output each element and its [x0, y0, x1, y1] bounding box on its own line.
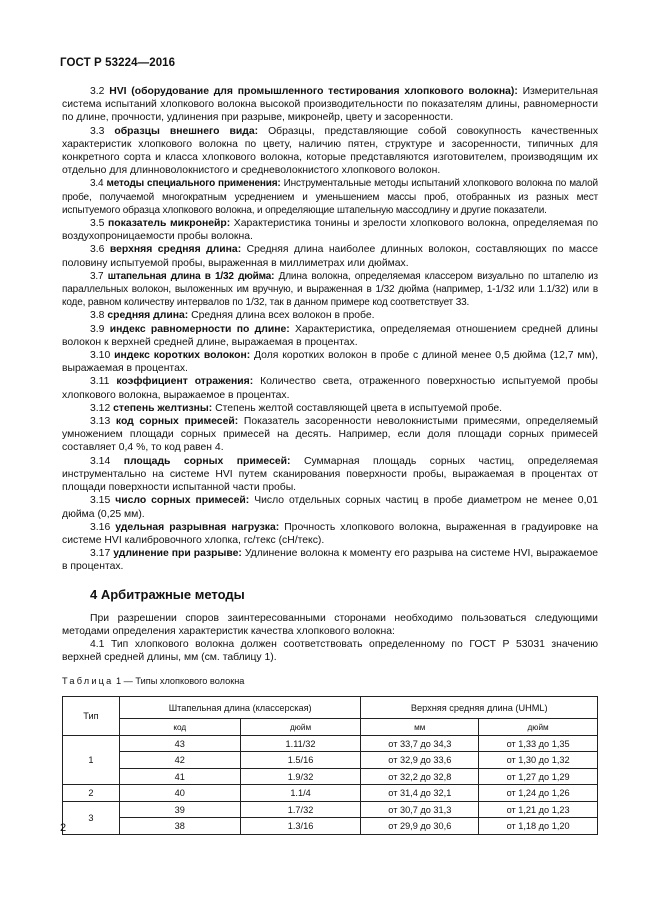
- definition-term: число сорных примесей:: [115, 495, 250, 507]
- table-cell-inch-uhml: от 1,30 до 1,32: [479, 752, 598, 769]
- definition-term: площадь сорных примесей:: [123, 455, 291, 467]
- table-cell-inch: 1.3/16: [240, 818, 361, 835]
- definition-3-11: 3.11 коэффициент отражения: Количество света, отраженного поверхностью испытуемой пробы хлопкового волокна, выражаемое в процентах.: [62, 376, 599, 401]
- definition-3-6: 3.6 верхняя средняя длина: Средняя длина наиболее длинных волокон, составляющих по массе половину испытуемой пробы, выраженная в миллиметрах или дюймах.: [62, 244, 598, 269]
- definition-3-12: 3.12 степень желтизны: Степень желтой составляющей цвета в испытуемой пробе.: [90, 402, 503, 414]
- definition-term: методы специального применения:: [106, 178, 281, 190]
- table-cell-inch: 1.11/32: [240, 735, 361, 752]
- definition-term: верхняя средняя длина:: [109, 244, 242, 256]
- table-cell-code: 39: [119, 801, 240, 818]
- table-cell-mm: от 32,9 до 33,6: [361, 752, 479, 769]
- table-row: [63, 752, 598, 769]
- table-row: [63, 785, 598, 802]
- definition-3-8: 3.8 средняя длина: Средняя длина всех волокон в пробе.: [90, 310, 375, 322]
- table-cell-type: 2: [63, 785, 120, 802]
- table-cell-type: 3: [63, 801, 120, 834]
- table-cell-inch-uhml: от 1,24 до 1,26: [479, 785, 598, 802]
- table-row: [63, 735, 598, 752]
- table-cell-inch-uhml: от 1,18 до 1,20: [479, 818, 598, 835]
- definition-3-5: 3.5 показатель микронейр: Характеристика тонины и зрелости хлопкового волокна, определяемая по воздухопроницаемости пробы волокна.: [62, 218, 598, 243]
- definition-3-13: 3.13 код сорных примесей: Показатель засоренности неволокнистыми примесями, определяемый умножением площади сорных примесей на десять. Например, если доля площади сорных примесей составляет 0,4 %, то код равен 4.: [62, 416, 598, 454]
- definition-term: удлинение при разрыве:: [113, 548, 242, 560]
- definition-3-15: 3.15 число сорных примесей: Число отдельных сорных частиц в пробе диаметром не менее 0,01 дюйма (0,25 мм).: [62, 495, 599, 520]
- table-cell-code: 41: [119, 768, 240, 785]
- table-subheader-mm: мм: [361, 719, 479, 736]
- definition-3-4: 3.4 методы специального применения: Инструментальные методы испытаний хлопкового волокна по малой пробе, получаемой многократным усреднением и уменьшением массы проб, отобранных из разных мест испытуемого образца хлопкового волокна, и определяющие штапельную массодлину и другие показатели.: [62, 178, 598, 216]
- table-cell-type: 1: [63, 735, 120, 785]
- definition-term: код сорных примесей:: [115, 416, 239, 428]
- table-cell-inch-uhml: от 1,33 до 1,35: [479, 735, 598, 752]
- table-cell-code: 43: [119, 735, 240, 752]
- table-row: [63, 801, 598, 818]
- definition-term: удельная разрывная нагрузка:: [115, 521, 280, 533]
- table-cell-mm: от 30,7 до 31,3: [361, 801, 479, 818]
- definition-3-14: 3.14 площадь сорных примесей: Суммарная площадь сорных частиц, определяемая инструментально на системе HVI путем сканирования поверхности пробы, выражаемая в процентах от площади поверхности испытанной части пробы.: [62, 455, 598, 494]
- definition-term: HVI (оборудование для промышленного тестирования хлопкового волокна):: [109, 86, 518, 97]
- definition-term: показатель микронейр:: [108, 218, 231, 230]
- table-cell-code: 40: [119, 785, 240, 802]
- table-subheader-inch: дюйм: [240, 719, 361, 736]
- definition-3-16: 3.16 удельная разрывная нагрузка: Прочность хлопкового волокна, выраженная в градуировке на системе HVI калибровочного хлопка, гс/текс (сН/текс).: [62, 521, 598, 546]
- section-4-intro: При разрешении споров заинтересованными сторонами необходимо пользоваться следующими методами определения характеристик качества хлопкового волокна:: [62, 612, 598, 637]
- page-number: 2: [60, 822, 67, 834]
- table-cell-inch-uhml: от 1,21 до 1,23: [479, 801, 598, 818]
- table-cell-inch: 1.5/16: [240, 752, 361, 769]
- table-header-type: Тип: [63, 697, 120, 736]
- table-cell-mm: от 32,2 до 32,8: [361, 768, 479, 785]
- definition-3-2: 3.2 HVI (оборудование для промышленного тестирования хлопкового волокна): Измерительная система испытаний хлопкового волокна высокой производительности по показателям длины, равномерности по длине, прочности, удлинения при разрыве, микронейр, цвету и засоренности.: [62, 86, 599, 124]
- table-cell-mm: от 33,7 до 34,3: [361, 735, 479, 752]
- definition-3-17: 3.17 удлинение при разрыве: Удлинение волокна к моменту его разрыва на системе HVI, выражаемое в процентах.: [62, 548, 599, 573]
- table-cell-inch: 1.9/32: [240, 768, 361, 785]
- definition-term: индекс равномерности по длине:: [109, 323, 290, 335]
- table-cell-mm: от 29,9 до 30,6: [361, 818, 479, 835]
- cotton-types-table: [62, 696, 598, 835]
- table-header-staple-length: Штапельная длина (классерская): [119, 697, 361, 719]
- definition-term: образцы внешнего вида:: [114, 125, 259, 137]
- definition-3-9: 3.9 индекс равномерности по длине: Характеристика, определяемая отношением средней длины волокон к верхней средней длине, выражаемая в процентах.: [62, 323, 598, 348]
- table-cell-mm: от 31,4 до 32,1: [361, 785, 479, 802]
- paragraph-4-1: 4.1 Тип хлопкового волокна должен соответствовать определенному по ГОСТ Р 53031 значению верхней средней длины, мм (см. таблицу 1).: [62, 638, 598, 664]
- table-subheader-code: код: [119, 719, 240, 736]
- table-header-uhml: Верхняя средняя длина (UHML): [361, 697, 598, 719]
- definition-3-7: 3.7 штапельная длина в 1/32 дюйма: Длина волокна, определяемая классером визуально по штапелю из параллельных волокон, выложенных им вручную, и выраженная в 1/32 дюйма (например, 1-1/32 или 1.1/32) или в коде, равном количеству интервалов по 1/32, так в данном примере код соответствует 33.: [62, 270, 598, 309]
- table-cell-inch: 1.1/4: [240, 785, 361, 802]
- definition-term: коэффициент отражения:: [116, 376, 254, 388]
- section-4-heading: 4 Арбитражные методы: [90, 586, 245, 602]
- table-subheader-inch-uhml: дюйм: [479, 719, 598, 736]
- table-row: [63, 768, 598, 785]
- definition-term: степень желтизны:: [113, 402, 213, 414]
- definition-term: индекс коротких волокон:: [114, 350, 251, 362]
- table-row: [63, 818, 598, 835]
- document-header: ГОСТ Р 53224—2016: [60, 57, 176, 69]
- definition-term: средняя длина:: [107, 310, 189, 322]
- definition-3-10: 3.10 индекс коротких волокон: Доля коротких волокон в пробе с длиной менее 0,5 дюйма (12,7 мм), выражаемая в процентах.: [62, 350, 598, 375]
- table-caption: Таблица 1 — Типы хлопкового волокна: [62, 676, 245, 687]
- table-cell-inch-uhml: от 1,27 до 1,29: [479, 768, 598, 785]
- definition-3-3: 3.3 образцы внешнего вида: Образцы, представляющие собой совокупность качественных характеристик хлопкового волокна по цвету, наличию пятен, структуре и засоренности, типичных для конкретного сорта и класса хлопкового волокна, которые представляются изготовителем, производящим их отдельно для длинноволокнистого и средневолокнистого хлопкового волокон.: [62, 125, 599, 177]
- definition-term: штапельная длина в 1/32 дюйма:: [107, 270, 275, 282]
- table-cell-inch: 1.7/32: [240, 801, 361, 818]
- document-body: [62, 85, 598, 835]
- table-cell-code: 42: [119, 752, 240, 769]
- table-cell-code: 38: [119, 818, 240, 835]
